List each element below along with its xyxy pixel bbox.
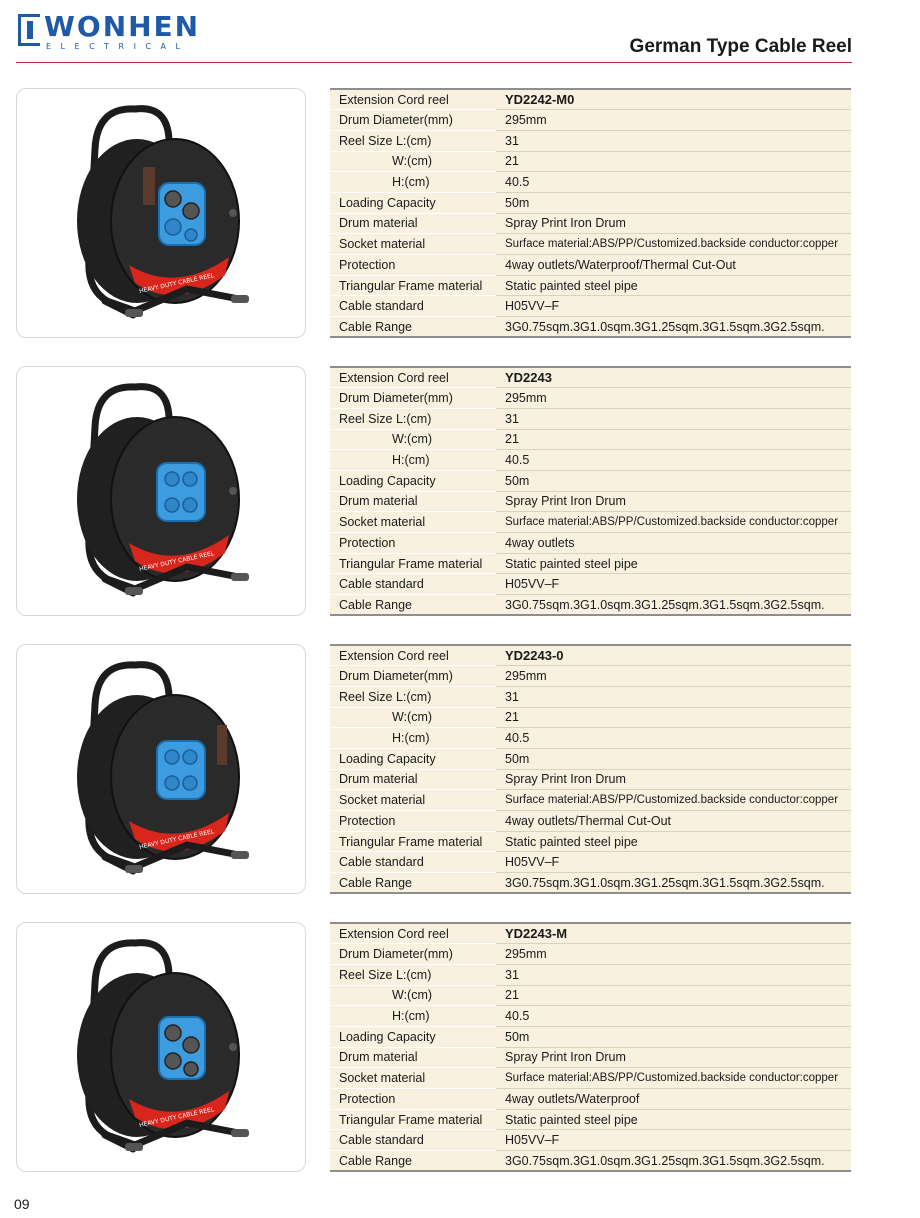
spec-value: 3G0.75sqm.3G1.0sqm.3G1.25sqm.3G1.5sqm.3G2.5sqm. (496, 1151, 851, 1172)
product-block (16, 366, 852, 616)
spec-label: H:(cm) (330, 172, 496, 193)
spec-row-model (330, 89, 851, 110)
spec-value: H05VV–F (496, 296, 851, 317)
spec-value: 21 (496, 985, 851, 1006)
spec-label: Cable Range (330, 873, 496, 894)
spec-row-reel-w (330, 151, 851, 172)
spec-value: Static painted steel pipe (496, 1109, 851, 1130)
spec-value: Spray Print Iron Drum (496, 769, 851, 790)
spec-value: Static painted steel pipe (496, 553, 851, 574)
spec-value: 40.5 (496, 172, 851, 193)
spec-row-reel-h (330, 728, 851, 749)
spec-label: Protection (330, 533, 496, 554)
spec-row-capacity (330, 192, 851, 213)
spec-label: Loading Capacity (330, 470, 496, 491)
spec-value: Spray Print Iron Drum (496, 491, 851, 512)
spec-row-socket-material (330, 1068, 851, 1089)
spec-row-cable-range (330, 1151, 851, 1172)
spec-value-model: YD2243-0 (496, 645, 851, 666)
spec-row-protection (330, 1089, 851, 1110)
spec-label: H:(cm) (330, 1006, 496, 1027)
spec-value: 21 (496, 707, 851, 728)
spec-table (330, 88, 851, 338)
spec-label: Protection (330, 255, 496, 276)
spec-row-socket-material (330, 790, 851, 811)
spec-row-frame-material (330, 1109, 851, 1130)
spec-value: 31 (496, 686, 851, 707)
spec-value: H05VV–F (496, 1130, 851, 1151)
reel-label-text: HEAVY DUTY CABLE REEL (138, 550, 215, 573)
page-number: 09 (14, 1196, 30, 1212)
spec-label: Protection (330, 1089, 496, 1110)
spec-value: Surface material:ABS/PP/Customized.backside conductor:copper (496, 1068, 851, 1089)
spec-label: W:(cm) (330, 707, 496, 728)
reel-label-text: HEAVY DUTY CABLE REEL (138, 272, 215, 295)
spec-label: Drum Diameter(mm) (330, 666, 496, 687)
spec-value: 50m (496, 748, 851, 769)
spec-row-reel-h (330, 450, 851, 471)
spec-row-reel-h (330, 1006, 851, 1027)
spec-label: Cable Range (330, 595, 496, 616)
spec-value: 3G0.75sqm.3G1.0sqm.3G1.25sqm.3G1.5sqm.3G2.5sqm. (496, 595, 851, 616)
spec-value-model: YD2242-M0 (496, 89, 851, 110)
spec-value: Surface material:ABS/PP/Customized.backside conductor:copper (496, 234, 851, 255)
spec-table (330, 366, 851, 616)
spec-label: Loading Capacity (330, 748, 496, 769)
spec-label: Cable standard (330, 1130, 496, 1151)
product-photo (16, 88, 306, 338)
spec-label: H:(cm) (330, 450, 496, 471)
page-title: German Type Cable Reel (629, 36, 852, 57)
spec-row-model (330, 645, 851, 666)
spec-label: Cable Range (330, 317, 496, 338)
spec-value: 50m (496, 1026, 851, 1047)
spec-label: Triangular Frame material (330, 831, 496, 852)
spec-value: 21 (496, 151, 851, 172)
brand-subtitle: ELECTRICAL (46, 42, 190, 51)
spec-label: Drum material (330, 491, 496, 512)
spec-label: Drum Diameter(mm) (330, 944, 496, 965)
spec-row-protection (330, 533, 851, 554)
spec-label: Cable standard (330, 296, 496, 317)
spec-label: Loading Capacity (330, 1026, 496, 1047)
spec-value: 31 (496, 408, 851, 429)
spec-label: Cable Range (330, 1151, 496, 1172)
spec-label: Extension Cord reel (330, 367, 496, 388)
spec-row-capacity (330, 1026, 851, 1047)
page-header (16, 8, 852, 64)
spec-label: Extension Cord reel (330, 89, 496, 110)
spec-row-frame-material (330, 553, 851, 574)
spec-label: W:(cm) (330, 429, 496, 450)
spec-row-diameter (330, 666, 851, 687)
spec-row-cable-standard (330, 574, 851, 595)
spec-label: Extension Cord reel (330, 923, 496, 944)
cable-reel-icon (17, 923, 307, 1173)
spec-value: 31 (496, 130, 851, 151)
reel-label-text: HEAVY DUTY CABLE REEL (138, 1106, 215, 1129)
spec-value: 31 (496, 964, 851, 985)
spec-row-reel-l (330, 130, 851, 151)
spec-row-diameter (330, 388, 851, 409)
spec-value: 40.5 (496, 1006, 851, 1027)
brand-name: WONHEN (44, 10, 201, 43)
spec-label: Triangular Frame material (330, 1109, 496, 1130)
spec-value: 4way outlets (496, 533, 851, 554)
reel-label-text: HEAVY DUTY CABLE REEL (138, 828, 215, 851)
spec-label: Socket material (330, 1068, 496, 1089)
spec-label: Socket material (330, 512, 496, 533)
spec-row-model (330, 923, 851, 944)
spec-label: Drum material (330, 213, 496, 234)
spec-value-model: YD2243 (496, 367, 851, 388)
product-block (16, 88, 852, 338)
spec-value: 40.5 (496, 450, 851, 471)
spec-value: 4way outlets/Thermal Cut-Out (496, 811, 851, 832)
spec-value-model: YD2243-M (496, 923, 851, 944)
spec-row-reel-w (330, 985, 851, 1006)
spec-label: Drum Diameter(mm) (330, 388, 496, 409)
spec-row-diameter (330, 944, 851, 965)
spec-value: Spray Print Iron Drum (496, 213, 851, 234)
spec-label: Extension Cord reel (330, 645, 496, 666)
header-divider (16, 62, 852, 63)
spec-row-diameter (330, 110, 851, 131)
product-photo (16, 366, 306, 616)
brand-mark-icon (18, 14, 40, 46)
spec-label: W:(cm) (330, 985, 496, 1006)
spec-label: Reel Size L:(cm) (330, 686, 496, 707)
spec-row-cable-standard (330, 852, 851, 873)
spec-value: 4way outlets/Waterproof (496, 1089, 851, 1110)
product-photo (16, 922, 306, 1172)
spec-label: Reel Size L:(cm) (330, 130, 496, 151)
spec-label: Drum material (330, 1047, 496, 1068)
spec-row-cable-standard (330, 296, 851, 317)
spec-table (330, 644, 851, 894)
spec-row-reel-w (330, 429, 851, 450)
spec-row-drum-material (330, 213, 851, 234)
cable-reel-icon (17, 367, 307, 617)
spec-value: 21 (496, 429, 851, 450)
spec-row-reel-l (330, 408, 851, 429)
spec-row-reel-l (330, 686, 851, 707)
spec-row-frame-material (330, 275, 851, 296)
spec-value: 295mm (496, 110, 851, 131)
spec-row-drum-material (330, 491, 851, 512)
spec-label: Protection (330, 811, 496, 832)
spec-value: 295mm (496, 388, 851, 409)
spec-value: Surface material:ABS/PP/Customized.backside conductor:copper (496, 512, 851, 533)
spec-row-reel-l (330, 964, 851, 985)
spec-label: H:(cm) (330, 728, 496, 749)
brand-logo (18, 10, 201, 56)
spec-value: Surface material:ABS/PP/Customized.backside conductor:copper (496, 790, 851, 811)
spec-value: 295mm (496, 666, 851, 687)
spec-label: Socket material (330, 234, 496, 255)
cable-reel-icon (17, 89, 307, 339)
spec-value: 3G0.75sqm.3G1.0sqm.3G1.25sqm.3G1.5sqm.3G2.5sqm. (496, 873, 851, 894)
spec-value: 3G0.75sqm.3G1.0sqm.3G1.25sqm.3G1.5sqm.3G2.5sqm. (496, 317, 851, 338)
product-block (16, 922, 852, 1172)
spec-row-reel-h (330, 172, 851, 193)
spec-row-protection (330, 255, 851, 276)
spec-value: 295mm (496, 944, 851, 965)
spec-value: 50m (496, 192, 851, 213)
spec-label: Reel Size L:(cm) (330, 408, 496, 429)
spec-label: Loading Capacity (330, 192, 496, 213)
spec-label: Triangular Frame material (330, 553, 496, 574)
spec-value: 50m (496, 470, 851, 491)
spec-row-cable-standard (330, 1130, 851, 1151)
spec-label: Triangular Frame material (330, 275, 496, 296)
spec-row-cable-range (330, 317, 851, 338)
spec-label: Cable standard (330, 852, 496, 873)
spec-label: Reel Size L:(cm) (330, 964, 496, 985)
spec-value: 40.5 (496, 728, 851, 749)
spec-row-frame-material (330, 831, 851, 852)
spec-row-reel-w (330, 707, 851, 728)
spec-row-capacity (330, 748, 851, 769)
spec-row-model (330, 367, 851, 388)
spec-label: W:(cm) (330, 151, 496, 172)
product-photo (16, 644, 306, 894)
spec-row-drum-material (330, 1047, 851, 1068)
product-block (16, 644, 852, 894)
spec-label: Cable standard (330, 574, 496, 595)
spec-row-drum-material (330, 769, 851, 790)
spec-value: H05VV–F (496, 574, 851, 595)
spec-value: H05VV–F (496, 852, 851, 873)
spec-value: 4way outlets/Waterproof/Thermal Cut-Out (496, 255, 851, 276)
spec-row-capacity (330, 470, 851, 491)
spec-row-socket-material (330, 512, 851, 533)
spec-label: Drum material (330, 769, 496, 790)
spec-table (330, 922, 851, 1172)
spec-row-socket-material (330, 234, 851, 255)
spec-row-protection (330, 811, 851, 832)
spec-value: Static painted steel pipe (496, 275, 851, 296)
spec-label: Drum Diameter(mm) (330, 110, 496, 131)
spec-value: Spray Print Iron Drum (496, 1047, 851, 1068)
spec-value: Static painted steel pipe (496, 831, 851, 852)
spec-label: Socket material (330, 790, 496, 811)
spec-row-cable-range (330, 595, 851, 616)
spec-row-cable-range (330, 873, 851, 894)
cable-reel-icon (17, 645, 307, 895)
